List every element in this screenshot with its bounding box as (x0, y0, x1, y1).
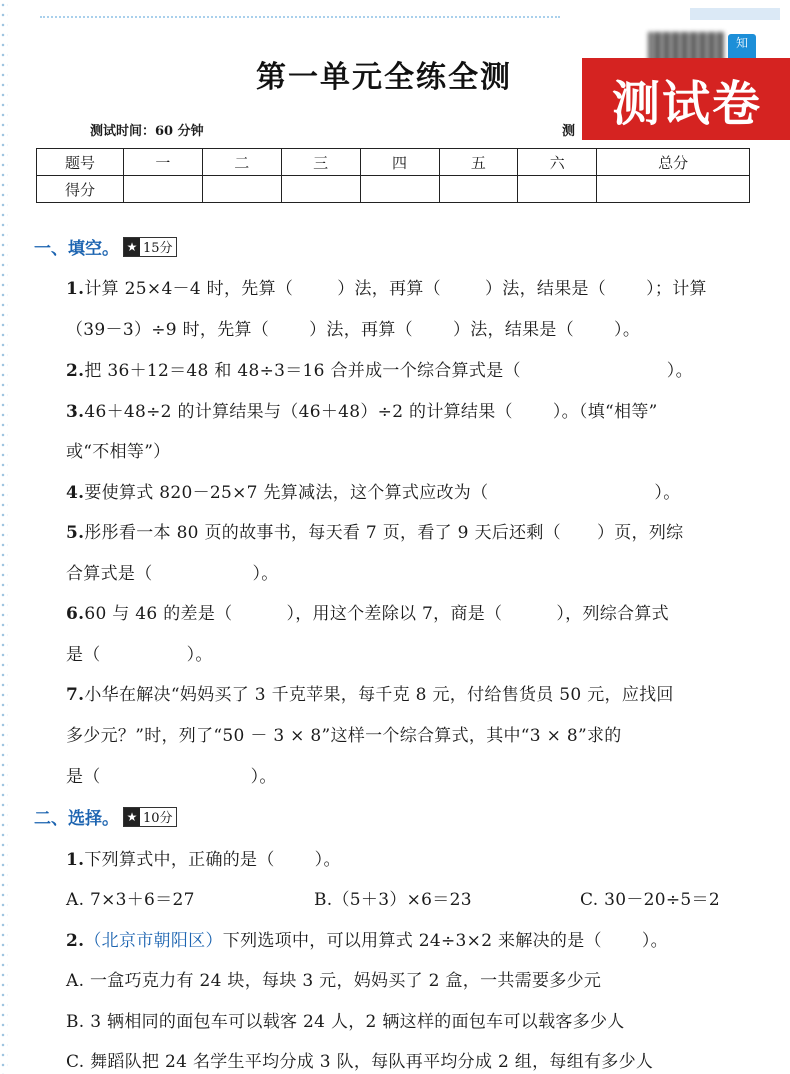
score-row-label: 得分 (37, 176, 124, 203)
page-title: 第一单元全练全测 (256, 60, 512, 95)
points-badge (123, 807, 177, 827)
score-header-cell: 题号 (37, 149, 124, 176)
choice-option-c[interactable]: C. 30－20÷5＝2 (580, 890, 720, 910)
knowledge-badge: 知 (728, 34, 756, 68)
section-title: 一、填空。 (34, 239, 119, 259)
question-line (66, 518, 683, 543)
question-text: 要使算式 820－25×7 先算减法，这个算式应改为（ (84, 483, 489, 503)
question-text: 46＋48÷2 的计算结果与（46＋48）÷2 的计算结果（ (84, 402, 513, 422)
question-text: ）。 (250, 767, 277, 787)
score-cell[interactable] (439, 176, 518, 203)
question-text: 多少元？”时，列了“50 － 3 × 8”这样一个综合算式，其中“3 × 8”求的 (66, 726, 622, 746)
question-text: ）法，再算（ (309, 320, 413, 340)
question-line (66, 926, 668, 951)
question-number: 4. (66, 483, 85, 503)
question-number: 5. (66, 523, 85, 543)
choice-option-a[interactable]: A. 一盒巧克力有 24 块，每块 3 元，妈妈买了 2 盒，一共需要多少元 (66, 971, 602, 991)
question-text: ）。 (314, 850, 341, 870)
points-badge (123, 237, 177, 257)
question-number: 3. (66, 402, 85, 422)
question-number: 7. (66, 685, 85, 705)
question-text: ）。 (186, 645, 213, 665)
points-value: 15分 (143, 241, 173, 256)
question-text: ）法，再算（ (337, 279, 441, 299)
score-table-score-row (37, 176, 750, 203)
left-dot-border (0, 0, 8, 1074)
section-multiple-choice-heading (34, 804, 177, 829)
question-line (66, 397, 658, 422)
choice-option-b[interactable]: B. 3 辆相同的面包车可以载客 24 人，2 辆这样的面包车可以载客多少人 (66, 1012, 625, 1032)
question-text: 60 与 46 的差是（ (84, 604, 233, 624)
question-text: 计算 25×4－4 时，先算（ (84, 279, 294, 299)
question-text: ）。 (654, 483, 681, 503)
question-text: 下列算式中，正确的是（ (84, 850, 275, 870)
score-header-cell: 六 (518, 149, 597, 176)
question-number: 1. (66, 850, 85, 870)
top-corner-band (690, 8, 780, 20)
question-line (66, 478, 681, 503)
score-header-cell: 五 (439, 149, 518, 176)
score-cell[interactable] (281, 176, 360, 203)
score-header-cell: 一 (124, 149, 203, 176)
question-line (66, 315, 640, 340)
question-line (66, 640, 213, 665)
test-paper-stamp: 测试卷 (582, 58, 790, 140)
question-number: 6. (66, 604, 85, 624)
question-line (66, 762, 277, 787)
question-line (66, 845, 341, 870)
test-time: 测试时间：60 分钟 (90, 124, 204, 139)
question-text: ）。 (666, 361, 693, 381)
question-number: 2. (66, 931, 85, 951)
question-text: 是（ (66, 645, 101, 665)
question-line (66, 599, 669, 624)
question-line (66, 680, 674, 705)
score-header-cell: 四 (360, 149, 439, 176)
top-dotted-strip (40, 0, 560, 18)
choice-option-b[interactable]: B.（5＋3）×6＝23 (314, 890, 472, 910)
question-text: ），用这个差除以 7，商是（ (286, 604, 503, 624)
question-line (66, 559, 279, 584)
section-title: 二、选择。 (34, 809, 119, 829)
question-text: （39－3）÷9 时，先算（ (66, 320, 270, 340)
question-text: ），列综合算式 (556, 604, 669, 624)
question-text: ）。 (641, 931, 668, 951)
question-text: ）页，列综 (596, 523, 684, 543)
question-text: 是（ (66, 767, 101, 787)
question-line (66, 274, 707, 299)
question-text: 下列选项中，可以用算式 24÷3×2 来解决的是（ (222, 931, 602, 951)
question-number: 2. (66, 361, 85, 381)
score-cell[interactable] (202, 176, 281, 203)
score-cell[interactable] (518, 176, 597, 203)
star-icon: ★ (124, 238, 140, 256)
question-text: ）。 (252, 564, 279, 584)
question-text: ）。 (614, 320, 641, 340)
section-fill-in-blank-heading (34, 234, 177, 259)
score-cell[interactable] (360, 176, 439, 203)
question-line (66, 356, 693, 381)
score-header-cell: 三 (281, 149, 360, 176)
points-value: 10分 (143, 811, 173, 826)
question-text: ）。（填“相等” (552, 402, 658, 422)
score-cell[interactable] (124, 176, 203, 203)
score-table-header-row (37, 149, 750, 176)
question-text: 彤彤看一本 80 页的故事书，每天看 7 页，看了 9 天后还剩（ (84, 523, 561, 543)
question-number: 1. (66, 279, 85, 299)
header-right-label: 测 (562, 124, 576, 139)
question-line (66, 721, 622, 746)
star-icon: ★ (124, 808, 140, 826)
score-header-cell: 总分 (597, 149, 750, 176)
question-text: 把 36＋12＝48 和 48÷3＝16 合并成一个综合算式是（ (84, 361, 521, 381)
question-text: ）法，结果是（ (452, 320, 575, 340)
question-text: 或“不相等”） (66, 442, 171, 462)
question-text: ）；计算 (646, 279, 707, 299)
score-cell[interactable] (597, 176, 750, 203)
region-tag: （北京市朝阳区） (84, 931, 223, 951)
question-text: 小华在解决“妈妈买了 3 千克苹果，每千克 8 元，付给售货员 50 元，应找回 (84, 685, 674, 705)
choice-option-c[interactable]: C. 舞蹈队把 24 名学生平均分成 3 队，每队再平均分成 2 组，每组有多少人 (66, 1052, 654, 1072)
score-table (36, 148, 750, 203)
question-text: ）法，结果是（ (485, 279, 607, 299)
choice-option-a[interactable]: A. 7×3＋6＝27 (66, 890, 195, 910)
score-header-cell: 二 (202, 149, 281, 176)
question-text: 合算式是（ (66, 564, 153, 584)
question-line (66, 437, 170, 462)
